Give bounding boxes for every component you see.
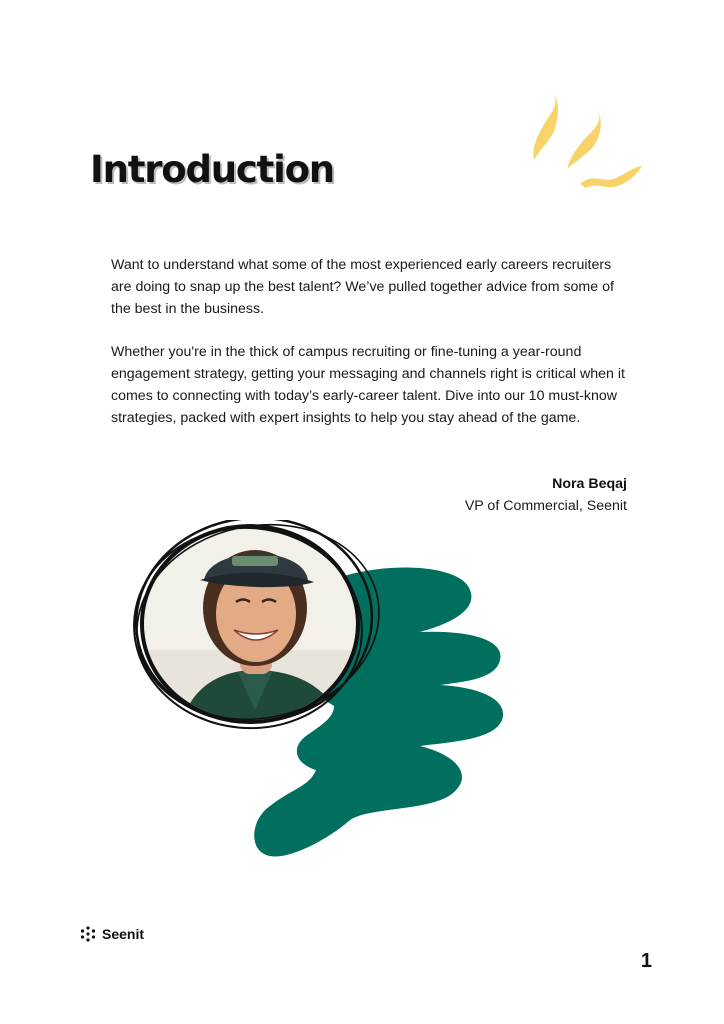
footer-brand-name: Seenit <box>102 926 145 942</box>
footer-logo <box>80 926 144 942</box>
signature-block <box>465 474 627 518</box>
page-title: Introduction <box>90 148 334 191</box>
decorative-squiggles-icon <box>524 80 648 192</box>
intro-paragraph-2: Whether you're in the thick of campus recruiting or fine-tuning a year-round engagement strategy, getting your messaging and channels right is critical when it comes to connecting with today’s early-career talent. Dive into our 10 must-know strategies, packed with expert insights to help you stay ahead of the game. <box>111 344 625 426</box>
seenit-logo-icon <box>80 926 96 942</box>
page-number: 1 <box>640 950 652 972</box>
portrait-illustration <box>120 520 520 870</box>
intro-body <box>111 255 631 451</box>
signature-name: Nora Beqaj <box>552 476 627 492</box>
signature-role: VP of Commercial, Seenit <box>464 497 627 514</box>
intro-paragraph-1: Want to understand what some of the most experienced early careers recruiters are doing to snap up the best talent? We’ve pulled together advice from some of the best in the business. <box>111 257 614 317</box>
